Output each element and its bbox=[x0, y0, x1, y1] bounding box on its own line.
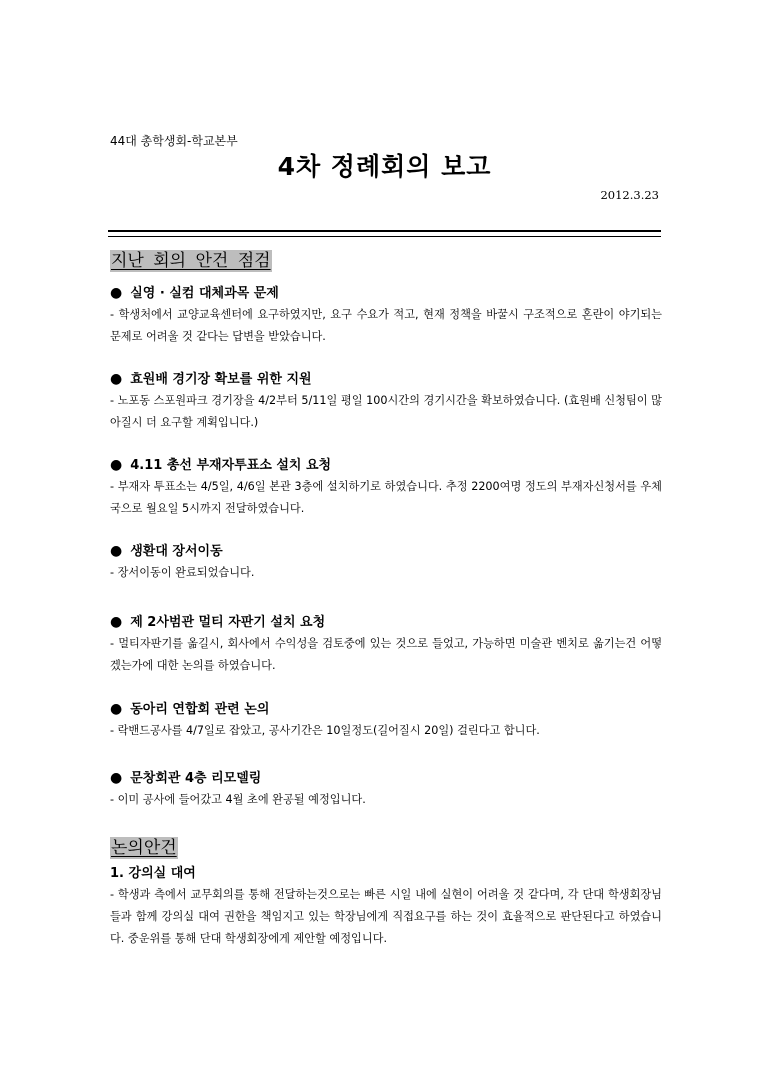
bullet-icon: ● bbox=[110, 543, 123, 559]
agenda-item-body: - 이미 공사에 들어갔고 4월 초에 완공될 예정입니다. bbox=[110, 793, 366, 806]
agenda-item bbox=[110, 768, 662, 811]
agenda-item bbox=[110, 864, 662, 950]
section-heading-previous-review: 지난 회의 안건 점검 bbox=[111, 251, 271, 271]
agenda-item-body: - 학생과 측에서 교무회의를 통해 전달하는것으로는 빠른 시일 내에 실현이 어려울 것 같다며, 각 단대 학생회장님들과 함께 강의실 대여 권한을 책임지고 있는 학장님에게 직접요구를 하는 것이 효율적으로 판단된다고 하였습니다. 중운위를 통해 단대 학생회장에게 제안할 예정입니다. bbox=[110, 888, 662, 945]
page-title: 4차 정례회의 보고 bbox=[277, 152, 492, 181]
agenda-item-title: ● 실영 · 실컴 대체과목 문제 bbox=[110, 285, 279, 301]
agenda-item bbox=[110, 455, 662, 520]
agenda-item bbox=[110, 541, 662, 584]
agenda-item bbox=[110, 283, 662, 348]
agenda-item bbox=[110, 699, 662, 742]
bullet-icon: ● bbox=[110, 371, 123, 387]
agenda-item-body: - 장서이동이 완료되었습니다. bbox=[110, 566, 255, 579]
agenda-item-title: ● 생환대 장서이동 bbox=[110, 543, 223, 559]
bullet-icon: ● bbox=[110, 770, 123, 786]
agenda-item-body: - 노포동 스포원파크 경기장을 4/2부터 5/11일 평일 100시간의 경기시간을 확보하였습니다. (효원배 신청팀이 많아질시 더 요구할 계획입니다.) bbox=[110, 394, 662, 429]
section-heading-discussion: 논의안건 bbox=[111, 838, 177, 858]
agenda-item bbox=[110, 612, 662, 677]
agenda-item-body: - 학생처에서 교양교육센터에 요구하였지만, 요구 수요가 적고, 현재 정책을 바꿀시 구조적으로 혼란이 야기되는 문제로 어려울 것 같다는 답변을 받았습니다. bbox=[110, 308, 662, 343]
agenda-item-body: - 멀티자판기를 옮길시, 회사에서 수익성을 검토중에 있는 것으로 들었고, 가능하면 미술관 벤치로 옮기는건 어떻겠는가에 대한 논의를 하였습니다. bbox=[110, 637, 662, 672]
agenda-item-title: 1. 강의실 대여 bbox=[110, 866, 196, 881]
report-date: 2012.3.23 bbox=[600, 188, 659, 202]
agenda-item-title: ● 4.11 총선 부재자투표소 설치 요청 bbox=[110, 457, 332, 473]
agenda-item-title: ● 제 2사범관 멀티 자판기 설치 요청 bbox=[110, 614, 326, 630]
agenda-item-title: ● 동아리 연합회 관련 논의 bbox=[110, 701, 270, 717]
bullet-icon: ● bbox=[110, 614, 123, 630]
bullet-icon: ● bbox=[110, 701, 123, 717]
agenda-item-body: - 부재자 투표소는 4/5일, 4/6일 본관 3층에 설치하기로 하였습니다. 추정 2200여명 정도의 부재자신청서를 우체국으로 월요일 5시까지 전달하였습니다. bbox=[110, 480, 662, 515]
bullet-icon: ● bbox=[110, 285, 123, 301]
agenda-item-body: - 락밴드공사를 4/7일로 잡았고, 공사기간은 10일정도(길어질시 20일) 걸린다고 합니다. bbox=[110, 724, 540, 737]
agenda-item-title: ● 문창회관 4층 리모델링 bbox=[110, 770, 262, 786]
header-double-rule bbox=[108, 230, 661, 237]
bullet-icon: ● bbox=[110, 457, 123, 473]
organization-label: 44대 총학생회-학교본부 bbox=[110, 134, 238, 148]
agenda-item-title: ● 효원배 경기장 확보를 위한 지원 bbox=[110, 371, 312, 387]
agenda-item bbox=[110, 369, 662, 434]
